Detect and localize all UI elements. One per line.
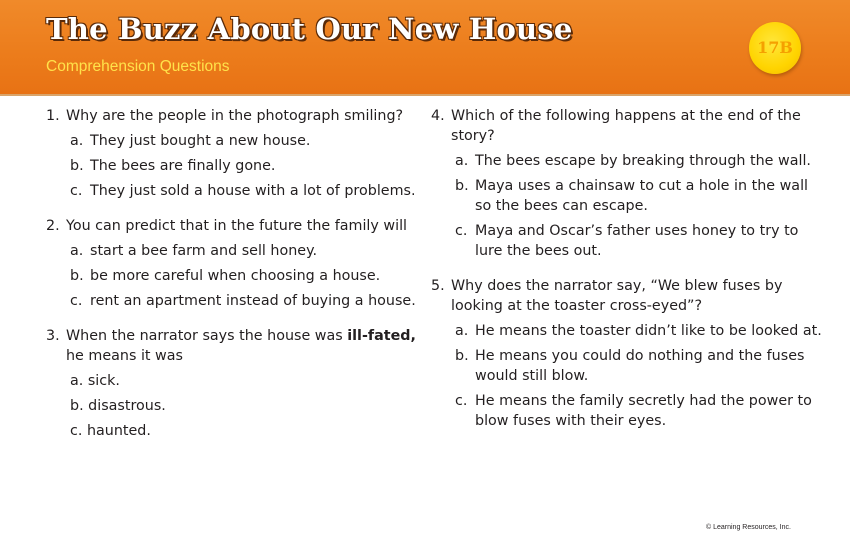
copyright-notice: © Learning Resources, Inc. xyxy=(706,524,791,531)
question-text: When the narrator says the house was ill-fated, he means it was xyxy=(66,328,416,364)
left-column xyxy=(46,106,418,456)
card-subtitle: Comprehension Questions xyxy=(46,58,230,75)
answer-option-b: b. be more careful when choosing a house. xyxy=(70,268,381,284)
card-title: The Buzz About Our New House xyxy=(46,12,573,46)
question-number: 3. xyxy=(46,328,60,344)
answer-options xyxy=(46,131,418,201)
question-1 xyxy=(46,106,418,201)
answer-option-a: a. start a bee farm and sell honey. xyxy=(70,243,318,259)
answer-option-a: a. He means the toaster didn’t like to be looked at. xyxy=(455,323,822,339)
answer-option-b: b. He means you could do nothing and the fuses would still blow. xyxy=(455,348,805,384)
card-number-badge xyxy=(749,22,801,74)
question-text: You can predict that in the future the family will xyxy=(66,218,408,234)
question-4 xyxy=(431,106,823,261)
answer-option-b: b. disastrous. xyxy=(70,398,166,414)
question-5 xyxy=(431,276,823,431)
header-banner xyxy=(0,0,850,96)
question-2 xyxy=(46,216,418,311)
answer-option-a: a. sick. xyxy=(70,373,120,389)
question-3 xyxy=(46,326,418,441)
answer-options xyxy=(431,321,823,431)
right-column xyxy=(431,106,823,446)
badge-label: 17B xyxy=(757,38,793,57)
question-text: Why are the people in the photograph smiling? xyxy=(66,108,404,124)
answer-option-b: b. Maya uses a chainsaw to cut a hole in the wall so the bees can escape. xyxy=(455,178,809,214)
question-number: 4. xyxy=(431,108,445,124)
question-number: 5. xyxy=(431,278,445,294)
vocabulary-term: ill-fated, xyxy=(347,328,416,344)
answer-options xyxy=(46,371,418,441)
answer-option-c: c. They just sold a house with a lot of problems. xyxy=(70,183,416,199)
answer-options xyxy=(46,241,418,311)
question-number: 1. xyxy=(46,108,60,124)
answer-option-b: b. The bees are finally gone. xyxy=(70,158,276,174)
question-text: Why does the narrator say, “We blew fuses by looking at the toaster cross-eyed”? xyxy=(451,278,783,314)
question-number: 2. xyxy=(46,218,60,234)
answer-options xyxy=(431,151,823,261)
answer-option-a: a. They just bought a new house. xyxy=(70,133,311,149)
answer-option-c: c. Maya and Oscar’s father uses honey to try to lure the bees out. xyxy=(455,223,799,259)
answer-option-c: c. He means the family secretly had the power to blow fuses with their eyes. xyxy=(455,393,812,429)
answer-option-c: c. haunted. xyxy=(70,423,151,439)
answer-option-a: a. The bees escape by breaking through the wall. xyxy=(455,153,811,169)
question-text: Which of the following happens at the end of the story? xyxy=(451,108,801,144)
answer-option-c: c. rent an apartment instead of buying a house. xyxy=(70,293,416,309)
